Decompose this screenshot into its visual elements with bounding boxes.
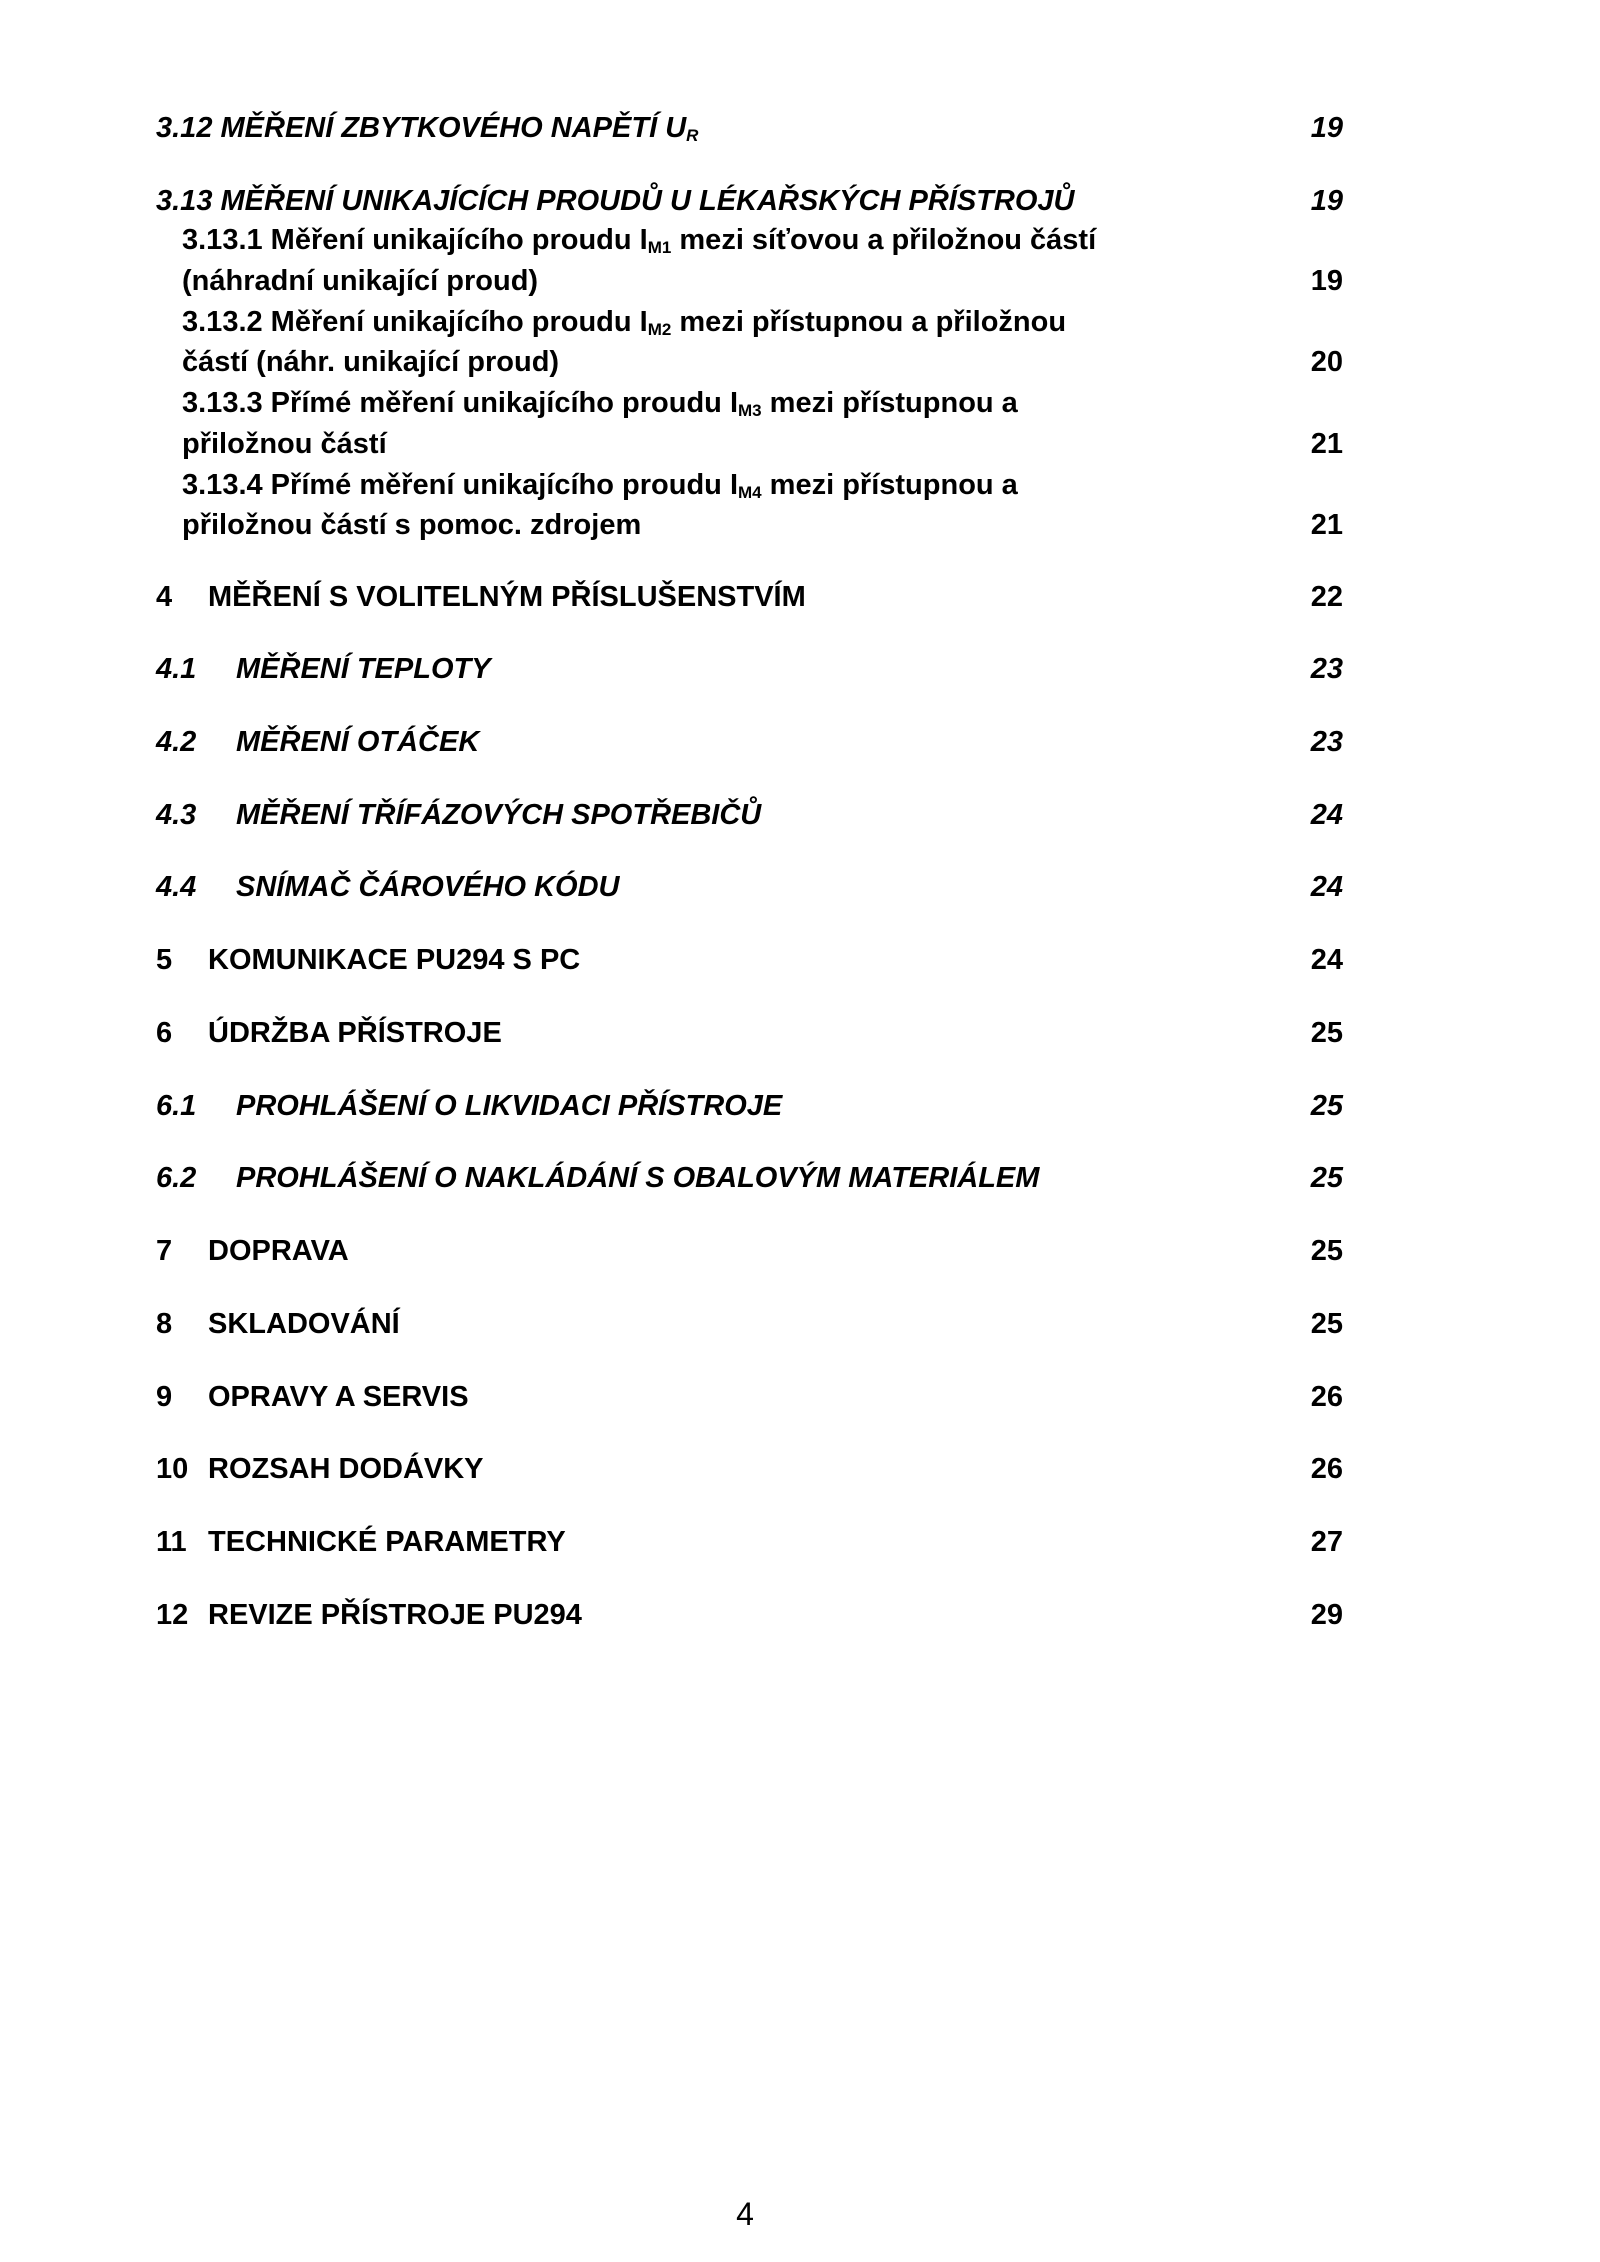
- entry-title: OPRAVY A SERVIS: [208, 1381, 469, 1413]
- subentry-title-post: mezi přístupnou a přiložnou: [671, 306, 1067, 338]
- subentry-title-line2: přiložnou částí s pomoc. zdrojem: [182, 509, 642, 541]
- subentry-title-line2: (náhradní unikající proud): [182, 265, 539, 297]
- toc-entry: [0, 222, 1600, 258]
- toc-entry: [0, 579, 1600, 615]
- entry-page-number: 25: [1310, 1235, 1343, 1267]
- toc-entry: [0, 183, 1600, 219]
- entry-page-number: 24: [1310, 871, 1343, 903]
- toc-entry: [0, 426, 1600, 462]
- entry-number: 12: [156, 1599, 189, 1631]
- toc-entry: [0, 263, 1600, 299]
- toc-entry: [0, 1233, 1600, 1269]
- subentry-title-pre: 3.13.3 Přímé měření unikajícího proudu I: [182, 387, 738, 419]
- entry-number: 6: [156, 1017, 173, 1049]
- entry-page-number: 25: [1310, 1308, 1343, 1340]
- subentry-title-pre: 3.13.1 Měření unikajícího proudu I: [182, 224, 648, 256]
- toc-entry: [0, 1015, 1600, 1051]
- toc-entry: [0, 942, 1600, 978]
- entry-title-wrap: [156, 110, 698, 150]
- entry-subscript: R: [686, 126, 699, 145]
- subentry-title-post: mezi přístupnou a: [761, 469, 1018, 501]
- toc-entry: [0, 1160, 1600, 1196]
- entry-number: 4.3: [156, 799, 197, 831]
- toc-entry: [0, 304, 1600, 340]
- toc-entry: [0, 507, 1600, 543]
- entry-title: ÚDRŽBA PŘÍSTROJE: [208, 1017, 502, 1049]
- subentry-title-post: mezi síťovou a přiložnou částí: [671, 224, 1097, 256]
- subentry-subscript: M2: [647, 320, 672, 339]
- entry-title: DOPRAVA: [208, 1235, 349, 1267]
- entry-page-number: 25: [1310, 1090, 1343, 1122]
- entry-title: PROHLÁŠENÍ O LIKVIDACI PŘÍSTROJE: [236, 1090, 783, 1122]
- subentry-title-line2: přiložnou částí: [182, 428, 387, 460]
- entry-number: 4: [156, 581, 173, 613]
- entry-page-number: 26: [1310, 1381, 1343, 1413]
- entry-number: 4.4: [156, 871, 197, 903]
- entry-number: 4.2: [156, 726, 197, 758]
- toc-entry: [0, 869, 1600, 905]
- entry-number: 6.1: [156, 1090, 197, 1122]
- subentry-title-line1: [182, 467, 1018, 507]
- entry-page-number: 25: [1310, 1162, 1343, 1194]
- toc-entry: [0, 1451, 1600, 1487]
- entry-number: 7: [156, 1235, 173, 1267]
- subentry-subscript: M1: [647, 238, 672, 257]
- entry-page-number: 29: [1310, 1599, 1343, 1631]
- entry-page-number: 23: [1310, 726, 1343, 758]
- entry-title: 3.13 MĚŘENÍ UNIKAJÍCÍCH PROUDŮ U LÉKAŘSKÝCH PŘÍSTROJŮ: [156, 185, 1075, 217]
- subentry-title-line2: částí (náhr. unikající proud): [182, 346, 560, 378]
- entry-title: PROHLÁŠENÍ O NAKLÁDÁNÍ S OBALOVÝM MATERIÁLEM: [236, 1162, 1040, 1194]
- entry-title: MĚŘENÍ TŘÍFÁZOVÝCH SPOTŘEBIČŮ: [236, 799, 762, 831]
- entry-page-number: 21: [1310, 428, 1343, 460]
- entry-title: REVIZE PŘÍSTROJE PU294: [208, 1599, 582, 1631]
- entry-page-number: 19: [1310, 185, 1343, 217]
- entry-page-number: 24: [1310, 944, 1343, 976]
- entry-page-number: 24: [1310, 799, 1343, 831]
- entry-title: KOMUNIKACE PU294 S PC: [208, 944, 581, 976]
- entry-page-number: 19: [1310, 265, 1343, 297]
- entry-title: SKLADOVÁNÍ: [208, 1308, 400, 1340]
- toc-entry: [0, 651, 1600, 687]
- entry-number: 9: [156, 1381, 173, 1413]
- toc-entry: [0, 385, 1600, 421]
- toc-entry: [0, 1524, 1600, 1560]
- entry-page-number: 22: [1310, 581, 1343, 613]
- entry-title: ROZSAH DODÁVKY: [208, 1453, 484, 1485]
- toc-entry: [0, 797, 1600, 833]
- toc-entry: [0, 1306, 1600, 1342]
- entry-page-number: 26: [1310, 1453, 1343, 1485]
- toc-entry: [0, 344, 1600, 380]
- entry-title: 3.12 MĚŘENÍ ZBYTKOVÉHO NAPĚTÍ U: [156, 112, 687, 144]
- entry-title: MĚŘENÍ OTÁČEK: [236, 726, 480, 758]
- page-number: 4: [736, 2196, 754, 2232]
- toc-entry: [0, 1597, 1600, 1633]
- subentry-subscript: M4: [738, 483, 762, 502]
- entry-page-number: 20: [1310, 346, 1343, 378]
- subentry-title-line1: [182, 385, 1018, 425]
- entry-title: TECHNICKÉ PARAMETRY: [208, 1526, 566, 1558]
- entry-title: MĚŘENÍ S VOLITELNÝM PŘÍSLUŠENSTVÍM: [208, 581, 806, 613]
- entry-number: 8: [156, 1308, 173, 1340]
- toc-entry: [0, 467, 1600, 503]
- toc-entry: [0, 110, 1600, 146]
- entry-page-number: 23: [1310, 653, 1343, 685]
- entry-page-number: 19: [1310, 112, 1343, 144]
- entry-title: SNÍMAČ ČÁROVÉHO KÓDU: [236, 871, 620, 903]
- subentry-title-line1: [182, 304, 1066, 344]
- toc-entry: [0, 724, 1600, 760]
- entry-page-number: 25: [1310, 1017, 1343, 1049]
- entry-number: 5: [156, 944, 173, 976]
- subentry-subscript: M3: [738, 401, 762, 420]
- entry-number: 11: [156, 1526, 187, 1558]
- subentry-title-post: mezi přístupnou a: [761, 387, 1018, 419]
- toc-entry: [0, 1379, 1600, 1415]
- subentry-title-line1: [182, 222, 1096, 262]
- toc-entry: [0, 1088, 1600, 1124]
- subentry-title-pre: 3.13.2 Měření unikajícího proudu I: [182, 306, 648, 338]
- entry-number: 10: [156, 1453, 189, 1485]
- entry-number: 6.2: [156, 1162, 197, 1194]
- entry-page-number: 21: [1310, 509, 1343, 541]
- entry-title: MĚŘENÍ TEPLOTY: [236, 653, 491, 685]
- entry-number: 4.1: [156, 653, 197, 685]
- entry-page-number: 27: [1310, 1526, 1343, 1558]
- subentry-title-pre: 3.13.4 Přímé měření unikajícího proudu I: [182, 469, 738, 501]
